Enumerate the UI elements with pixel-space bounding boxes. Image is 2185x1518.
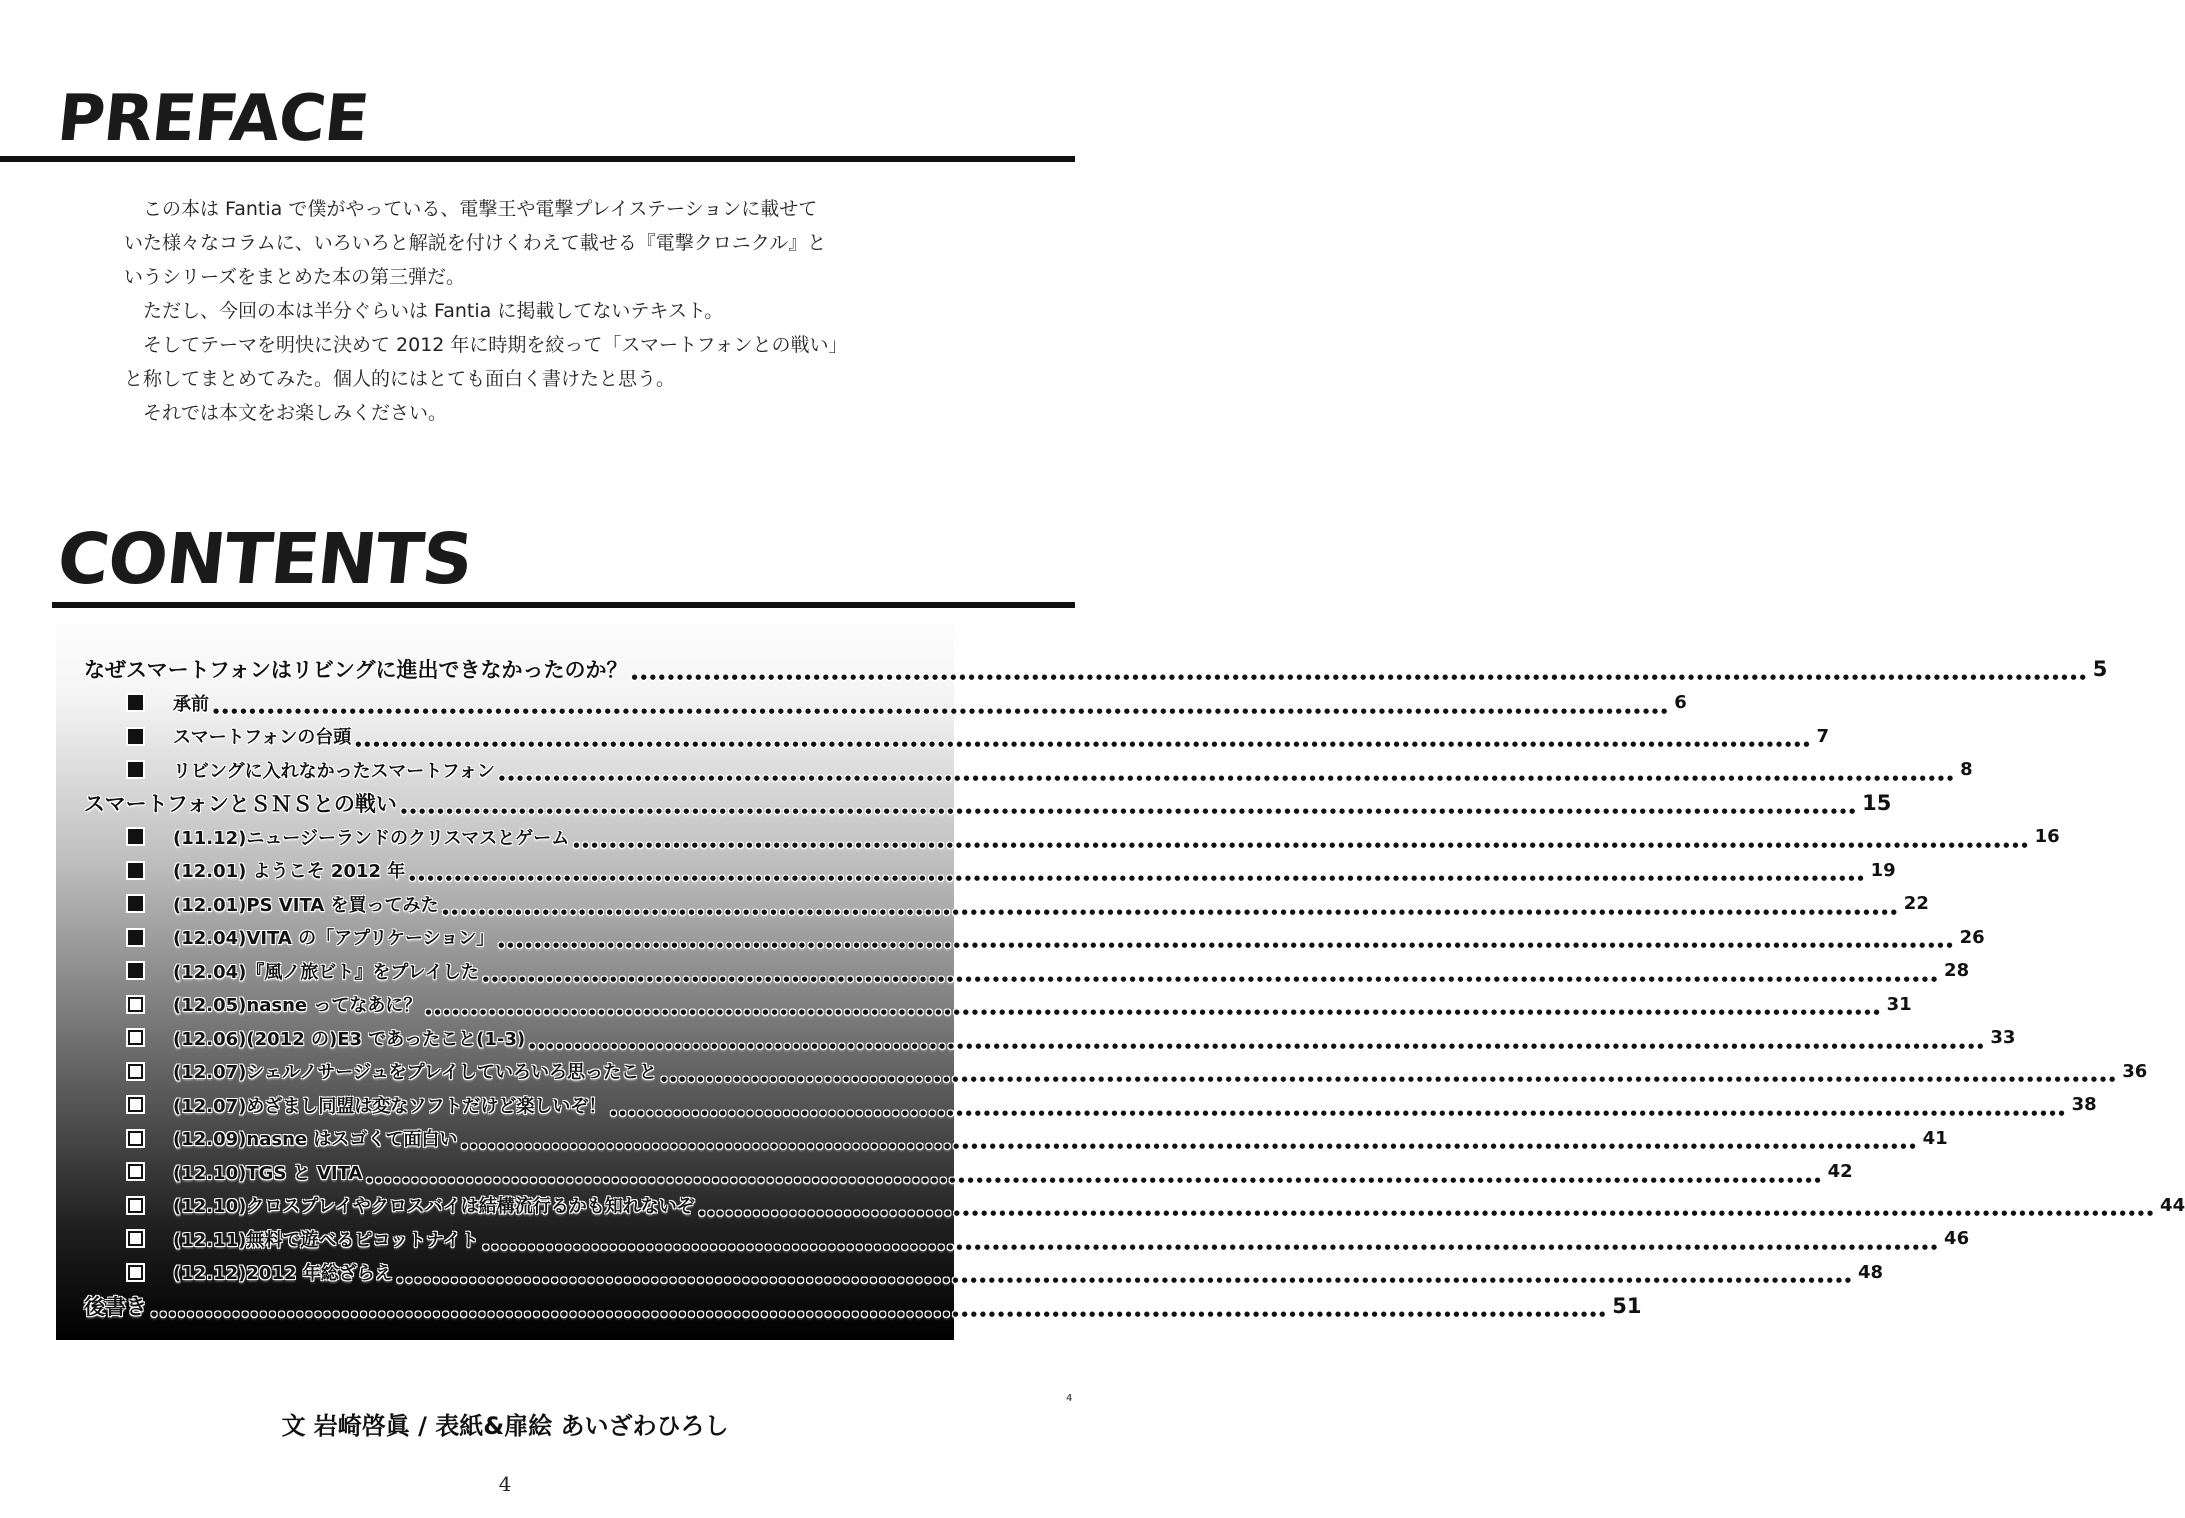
- toc-entry-title: (11.12)ニュージーランドのクリスマスとゲーム: [173, 827, 570, 849]
- toc-entry: [128, 1224, 1970, 1254]
- filled-square-icon: [128, 695, 143, 710]
- preface-line: いた様々なコラムに、いろいろと解説を付けくわえて載せる『電撃クロニクル』と: [124, 232, 827, 254]
- toc-entry-title: (12.05)nasne ってなあに？: [173, 995, 422, 1016]
- dot-leader: ●●●●●●●●●●●●●●●●●●●●●●●●●●●●●●●●●●●●●●●●●●●●●●●●●●●●●●●●●●●●●●●●●●●●●●●●●●●●●●●●●●●●●●●●●●●●●●●●●●●●●●●●●●●●●●●●●●●●●●●●●●●●●●●●●●●●●●●●●●●●●●●●●●●●●●●●●●●●●●●●: [498, 941, 1956, 949]
- toc-entry-title: (12.09)nasne はスゴくて面白い: [173, 1129, 458, 1150]
- toc-entry-page: 36: [2122, 1060, 2148, 1082]
- dot-leader: ●●●●●●●●●●●●●●●●●●●●●●●●●●●●●●●●●●●●●●●●●●●●●●●●●●●●●●●●●●●●●●●●●●●●●●●●●●●●●●●●●●●●●●●●●●●●●●●●●●●●●●●●●●●●●●●●●●●●●●●●●●●●●●●●●●●●●●●●●●●●●●●●●●●●●●●●●●●●●●●●: [529, 1041, 1987, 1050]
- dot-leader: ●●●●●●●●●●●●●●●●●●●●●●●●●●●●●●●●●●●●●●●●●●●●●●●●●●●●●●●●●●●●●●●●●●●●●●●●●●●●●●●●●●●●●●●●●●●●●●●●●●●●●●●●●●●●●●●●●●●●●●●●●●●●●●●●●●●●●●●●●●●●●●●●●●●●●●●●●●●●●●●●: [151, 1309, 1609, 1318]
- preface-line: そしてテーマを明快に決めて 2012 年に時期を絞って「スマートフォンとの戦い」: [124, 334, 848, 356]
- toc-entry: [128, 855, 1896, 885]
- toc-entry: [128, 1023, 2016, 1053]
- dot-leader: ●●●●●●●●●●●●●●●●●●●●●●●●●●●●●●●●●●●●●●●●●●●●●●●●●●●●●●●●●●●●●●●●●●●●●●●●●●●●●●●●●●●●●●●●●●●●●●●●●●●●●●●●●●●●●●●●●●●●●●●●●●●●●●●●●●●●●●●●●●●●●●●●●●●●●●●●●●●●●●●●: [698, 1209, 2157, 1217]
- toc-entry-title: (12.10)TGS と VITA: [173, 1162, 363, 1184]
- dot-leader: ●●●●●●●●●●●●●●●●●●●●●●●●●●●●●●●●●●●●●●●●●●●●●●●●●●●●●●●●●●●●●●●●●●●●●●●●●●●●●●●●●●●●●●●●●●●●●●●●●●●●●●●●●●●●●●●●●●●●●●●●●●●●●●●●●●●●●●●●●●●●●●●●●●●●●●●●●●●●●●●●: [396, 1276, 1855, 1284]
- toc-entry-title: (12.12)2012 年総ざらえ: [173, 1263, 393, 1284]
- toc-entry: [128, 1190, 2185, 1220]
- filled-square-icon: [128, 729, 143, 744]
- toc-entry-page: 41: [1922, 1127, 1948, 1149]
- toc-entry-page: 28: [1944, 960, 1970, 981]
- preface-line: この本は Fantia で僕がやっている、電撃王や電撃プレイステーションに載せて: [124, 198, 818, 220]
- toc-entry: [128, 721, 1829, 751]
- toc-entry: [128, 922, 1985, 952]
- dot-leader: ●●●●●●●●●●●●●●●●●●●●●●●●●●●●●●●●●●●●●●●●●●●●●●●●●●●●●●●●●●●●●●●●●●●●●●●●●●●●●●●●●●●●●●●●●●●●●●●●●●●●●●●●●●●●●●●●●●●●●●●●●●●●●●●●●●●●●●●●●●●●●●●●●●●●●●●●●●●●●●●●: [400, 807, 1859, 815]
- filled-square-icon: [128, 863, 143, 878]
- toc-entry-title: スマートフォンの台頭: [173, 727, 352, 748]
- dot-leader: ●●●●●●●●●●●●●●●●●●●●●●●●●●●●●●●●●●●●●●●●●●●●●●●●●●●●●●●●●●●●●●●●●●●●●●●●●●●●●●●●●●●●●●●●●●●●●●●●●●●●●●●●●●●●●●●●●●●●●●●●●●●●●●●●●●●●●●●●●●●●●●●●●●●●●●●●●●●●●●●●: [498, 773, 1957, 782]
- toc-entry-title: スマートフォンとＳＮＳとの戦い: [84, 792, 397, 816]
- toc-entry-title: 承前: [173, 693, 209, 715]
- toc-entry-title: (12.04)『風ノ旅ビト』をプレイした: [173, 961, 479, 983]
- filled-square-icon: [128, 896, 143, 911]
- toc-entry-title: 後書き: [84, 1294, 147, 1319]
- dot-leader: ●●●●●●●●●●●●●●●●●●●●●●●●●●●●●●●●●●●●●●●●●●●●●●●●●●●●●●●●●●●●●●●●●●●●●●●●●●●●●●●●●●●●●●●●●●●●●●●●●●●●●●●●●●●●●●●●●●●●●●●●●●●●●●●●●●●●●●●●●●●●●●●●●●●●●●●●●●●●●●●●: [482, 974, 1941, 983]
- dot-leader: ●●●●●●●●●●●●●●●●●●●●●●●●●●●●●●●●●●●●●●●●●●●●●●●●●●●●●●●●●●●●●●●●●●●●●●●●●●●●●●●●●●●●●●●●●●●●●●●●●●●●●●●●●●●●●●●●●●●●●●●●●●●●●●●●●●●●●●●●●●●●●●●●●●●●●●●●●●●●●●●●: [409, 874, 1867, 882]
- preface-line: ただし、今回の本は半分ぐらいは Fantia に掲載してないテキスト。: [124, 300, 724, 322]
- toc-entry: [84, 1291, 1642, 1321]
- filled-square-icon: [128, 963, 143, 978]
- toc-entry-page: 26: [1959, 926, 1985, 948]
- toc-entry: [128, 1090, 2097, 1120]
- toc-entry-page: 22: [1903, 893, 1929, 914]
- filled-square-icon: [128, 762, 143, 777]
- toc-entry: [128, 1257, 1884, 1287]
- toc-entry-title: (12.01) ようこそ 2012 年: [173, 861, 406, 882]
- open-square-icon: [128, 1164, 143, 1179]
- toc-entry: [84, 654, 2108, 684]
- dot-leader: ●●●●●●●●●●●●●●●●●●●●●●●●●●●●●●●●●●●●●●●●●●●●●●●●●●●●●●●●●●●●●●●●●●●●●●●●●●●●●●●●●●●●●●●●●●●●●●●●●●●●●●●●●●●●●●●●●●●●●●●●●●●●●●●●●●●●●●●●●●●●●●●●●●●●●●●●●●●●●●●●: [573, 840, 2031, 849]
- toc-entry-page: 6: [1674, 692, 1687, 713]
- toc-entry-page: 5: [2092, 657, 2108, 681]
- toc-entry-page: 7: [1816, 725, 1829, 747]
- dot-leader: ●●●●●●●●●●●●●●●●●●●●●●●●●●●●●●●●●●●●●●●●●●●●●●●●●●●●●●●●●●●●●●●●●●●●●●●●●●●●●●●●●●●●●●●●●●●●●●●●●●●●●●●●●●●●●●●●●●●●●●●●●●●●●●●●●●●●●●●●●●●●●●●●●●●●●●●●●●●●●●●●: [442, 907, 1900, 916]
- toc-entry-title: (12.07)めざまし同盟は変なソフトだけど楽しいぞ！: [173, 1095, 607, 1117]
- toc-entry-page: 42: [1827, 1161, 1853, 1182]
- dot-leader: ●●●●●●●●●●●●●●●●●●●●●●●●●●●●●●●●●●●●●●●●●●●●●●●●●●●●●●●●●●●●●●●●●●●●●●●●●●●●●●●●●●●●●●●●●●●●●●●●●●●●●●●●●●●●●●●●●●●●●●●●●●●●●●●●●●●●●●●●●●●●●●●●●●●●●●●●●●●●●●●●: [482, 1242, 1941, 1251]
- dot-leader: ●●●●●●●●●●●●●●●●●●●●●●●●●●●●●●●●●●●●●●●●●●●●●●●●●●●●●●●●●●●●●●●●●●●●●●●●●●●●●●●●●●●●●●●●●●●●●●●●●●●●●●●●●●●●●●●●●●●●●●●●●●●●●●●●●●●●●●●●●●●●●●●●●●●●●●●●●●●●●●●●: [366, 1175, 1824, 1184]
- side-number: 4: [1066, 1393, 1073, 1404]
- toc-entry-page: 15: [1862, 791, 1892, 815]
- toc-entry-page: 16: [2034, 826, 2060, 847]
- contents-rule: [52, 602, 1075, 608]
- open-square-icon: [128, 1198, 143, 1213]
- preface-heading: PREFACE: [54, 82, 372, 156]
- dot-leader: ●●●●●●●●●●●●●●●●●●●●●●●●●●●●●●●●●●●●●●●●●●●●●●●●●●●●●●●●●●●●●●●●●●●●●●●●●●●●●●●●●●●●●●●●●●●●●●●●●●●●●●●●●●●●●●●●●●●●●●●●●●●●●●●●●●●●●●●●●●●●●●●●●●●●●●●●●●●●●●●●: [660, 1075, 2119, 1083]
- toc-entry-title: (12.10)クロスプレイやクロスバイは結構流行るかも知れないぞ: [173, 1196, 695, 1217]
- toc-entry-page: 44: [2160, 1194, 2185, 1216]
- toc-entry-page: 8: [1960, 759, 1973, 780]
- toc-entry-title: (12.01)PS VITA を買ってみた: [173, 894, 439, 916]
- filled-square-icon: [128, 930, 143, 945]
- toc-entry-page: 46: [1944, 1228, 1970, 1249]
- preface-line: いうシリーズをまとめた本の第三弾だ。: [124, 266, 466, 288]
- toc-entry: [128, 889, 1929, 919]
- toc-entry: [128, 822, 2060, 852]
- toc-entry-title: (12.04)VITA の「アプリケーション」: [173, 928, 495, 949]
- open-square-icon: [128, 1064, 143, 1079]
- toc-entry-page: 38: [2071, 1094, 2097, 1115]
- open-square-icon: [128, 1030, 143, 1045]
- preface-rule: [0, 156, 1075, 162]
- dot-leader: ●●●●●●●●●●●●●●●●●●●●●●●●●●●●●●●●●●●●●●●●●●●●●●●●●●●●●●●●●●●●●●●●●●●●●●●●●●●●●●●●●●●●●●●●●●●●●●●●●●●●●●●●●●●●●●●●●●●●●●●●●●●●●●●●●●●●●●●●●●●●●●●●●●●●●●●●●●●●●●●●: [355, 740, 1813, 748]
- toc-entry: [128, 1123, 1948, 1153]
- toc-entry-title: (12.07)シェルノサージュをプレイしていろいろ思ったこと: [173, 1062, 657, 1083]
- open-square-icon: [128, 1231, 143, 1246]
- contents-heading: CONTENTS: [53, 518, 477, 600]
- dot-leader: ●●●●●●●●●●●●●●●●●●●●●●●●●●●●●●●●●●●●●●●●●●●●●●●●●●●●●●●●●●●●●●●●●●●●●●●●●●●●●●●●●●●●●●●●●●●●●●●●●●●●●●●●●●●●●●●●●●●●●●●●●●●●●●●●●●●●●●●●●●●●●●●●●●●●●●●●●●●●●●●●: [461, 1142, 1919, 1150]
- toc-entry: [128, 755, 1973, 785]
- toc-entry-title: リビングに入れなかったスマートフォン: [173, 760, 495, 782]
- dot-leader: ●●●●●●●●●●●●●●●●●●●●●●●●●●●●●●●●●●●●●●●●●●●●●●●●●●●●●●●●●●●●●●●●●●●●●●●●●●●●●●●●●●●●●●●●●●●●●●●●●●●●●●●●●●●●●●●●●●●●●●●●●●●●●●●●●●●●●●●●●●●●●●●●●●●●●●●●●●●●●●●●: [610, 1108, 2068, 1117]
- toc-entry-title: (12.11)無料で遊べるピコットナイト: [173, 1229, 479, 1251]
- toc-entry-page: 31: [1886, 993, 1912, 1015]
- dot-leader: ●●●●●●●●●●●●●●●●●●●●●●●●●●●●●●●●●●●●●●●●●●●●●●●●●●●●●●●●●●●●●●●●●●●●●●●●●●●●●●●●●●●●●●●●●●●●●●●●●●●●●●●●●●●●●●●●●●●●●●●●●●●●●●●●●●●●●●●●●●●●●●●●●●●●●●●●●●●●●●●●: [213, 706, 1671, 715]
- toc-entry: [128, 688, 1687, 718]
- toc-entry-page: 48: [1858, 1261, 1884, 1283]
- toc-entry: [128, 1056, 2148, 1086]
- toc-entry-title: なぜスマートフォンはリビングに進出できなかったのか？: [84, 658, 628, 682]
- dot-leader: ●●●●●●●●●●●●●●●●●●●●●●●●●●●●●●●●●●●●●●●●●●●●●●●●●●●●●●●●●●●●●●●●●●●●●●●●●●●●●●●●●●●●●●●●●●●●●●●●●●●●●●●●●●●●●●●●●●●●●●●●●●●●●●●●●●●●●●●●●●●●●●●●●●●●●●●●●●●●●●●●: [425, 1008, 1883, 1016]
- filled-square-icon: [128, 829, 143, 844]
- page-number: 4: [498, 1472, 512, 1496]
- open-square-icon: [128, 1265, 143, 1280]
- toc-entry: [128, 956, 1970, 986]
- toc-entry-page: 51: [1612, 1293, 1642, 1318]
- preface-line: と称してまとめてみた。個人的にはとても面白く書けたと思う。: [124, 368, 676, 390]
- open-square-icon: [128, 997, 143, 1012]
- open-square-icon: [128, 1131, 143, 1146]
- toc-entry-page: 33: [1990, 1027, 2016, 1048]
- toc-entry-page: 19: [1870, 859, 1896, 881]
- toc-entry: [128, 989, 1912, 1019]
- toc-entry: [84, 788, 1892, 818]
- toc-entry-title: (12.06)(2012 の)E3 であったこと(1-3): [173, 1028, 526, 1050]
- preface-line: それでは本文をお楽しみください。: [124, 402, 448, 424]
- preface-text: [124, 192, 924, 430]
- toc-entry: [128, 1157, 1853, 1187]
- credits: 文 岩崎啓眞 / 表紙&扉絵 あいざわひろし: [281, 1412, 729, 1440]
- dot-leader: ●●●●●●●●●●●●●●●●●●●●●●●●●●●●●●●●●●●●●●●●●●●●●●●●●●●●●●●●●●●●●●●●●●●●●●●●●●●●●●●●●●●●●●●●●●●●●●●●●●●●●●●●●●●●●●●●●●●●●●●●●●●●●●●●●●●●●●●●●●●●●●●●●●●●●●●●●●●●●●●●: [631, 673, 2089, 681]
- open-square-icon: [128, 1097, 143, 1112]
